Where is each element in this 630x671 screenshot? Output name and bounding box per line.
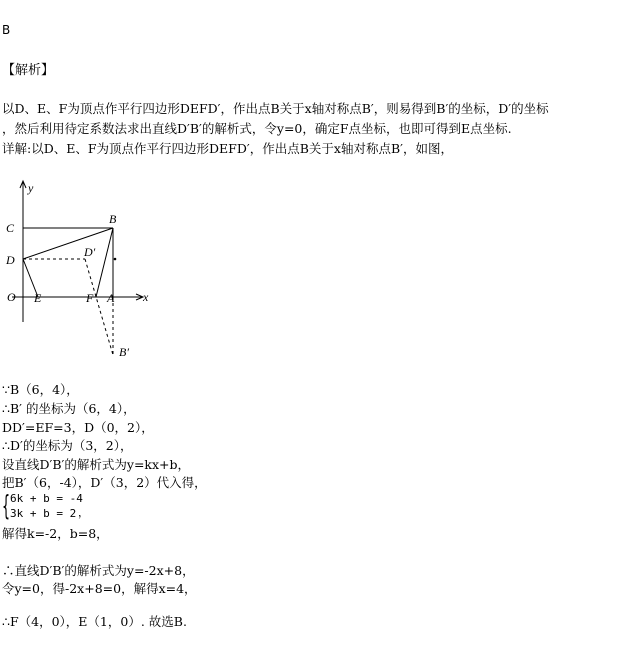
label-C: C: [6, 221, 15, 235]
solution-line-5: 设直线D′B′的解析式为y=kx+b，: [2, 457, 191, 472]
label-x: x: [143, 290, 149, 304]
solution-line-7: 解得k=-2，b=8，: [2, 526, 109, 541]
system-equation-2: 3k + b = 2: [10, 507, 77, 520]
solution-line-9: 令y=0，得-2x+8=0，解得x=4，: [2, 581, 197, 596]
label-E: E: [34, 291, 42, 305]
solution-line-6: 把B′（6，-4），D′（3，2）代入得，: [2, 475, 207, 490]
section-title: 【解析】: [2, 63, 55, 78]
solution-line-4: ∴D′的坐标为（3，2），: [2, 438, 133, 453]
equation-system: [2, 490, 122, 524]
coordinate-figure: [0, 172, 170, 372]
solution-line-2: ∴B′ 的坐标为（6，4），: [2, 401, 136, 416]
label-D: D: [6, 253, 15, 267]
system-comma: ，: [78, 506, 89, 519]
dashed-DpBp: [85, 259, 113, 355]
label-A: A: [107, 291, 115, 305]
answer-letter: B: [2, 23, 11, 37]
solution-line-8: ∴直线D′B′的解析式为y=-2x+8，: [2, 563, 195, 578]
analysis-line-2: ，然后利用待定系数法求出直线D′B′的解析式，令y=0，确定F点坐标，也即可得到E点坐标.: [2, 121, 512, 136]
brace-symbol: {: [2, 489, 11, 522]
label-Dp: D′: [84, 245, 96, 259]
solution-line-10: ∴F（4，0），E（1，0）. 故选B.: [2, 614, 187, 629]
solution-line-1: ∵B（6，4），: [2, 382, 79, 397]
label-Bp: B′: [119, 345, 129, 359]
label-F: F: [86, 291, 94, 305]
analysis-line-1: 以D、E、F为顶点作平行四边形DEFD′，作出点B关于x轴对称点B′，则易得到B′的坐标，D′的坐标: [2, 101, 549, 116]
segment-DB: [23, 228, 113, 259]
solution-line-3: DD′=EF=3，D（0，2），: [2, 420, 154, 435]
segment-FB: [96, 228, 113, 297]
label-B: B: [109, 212, 117, 226]
dot-marker: [114, 258, 117, 261]
label-O: O: [7, 290, 16, 304]
label-y: y: [28, 181, 34, 195]
system-equation-1: 6k + b = -4: [10, 492, 83, 505]
analysis-line-3: 详解:以D、E、F为顶点作平行四边形DEFD′，作出点B关于x轴对称点B′，如图，: [2, 141, 453, 156]
